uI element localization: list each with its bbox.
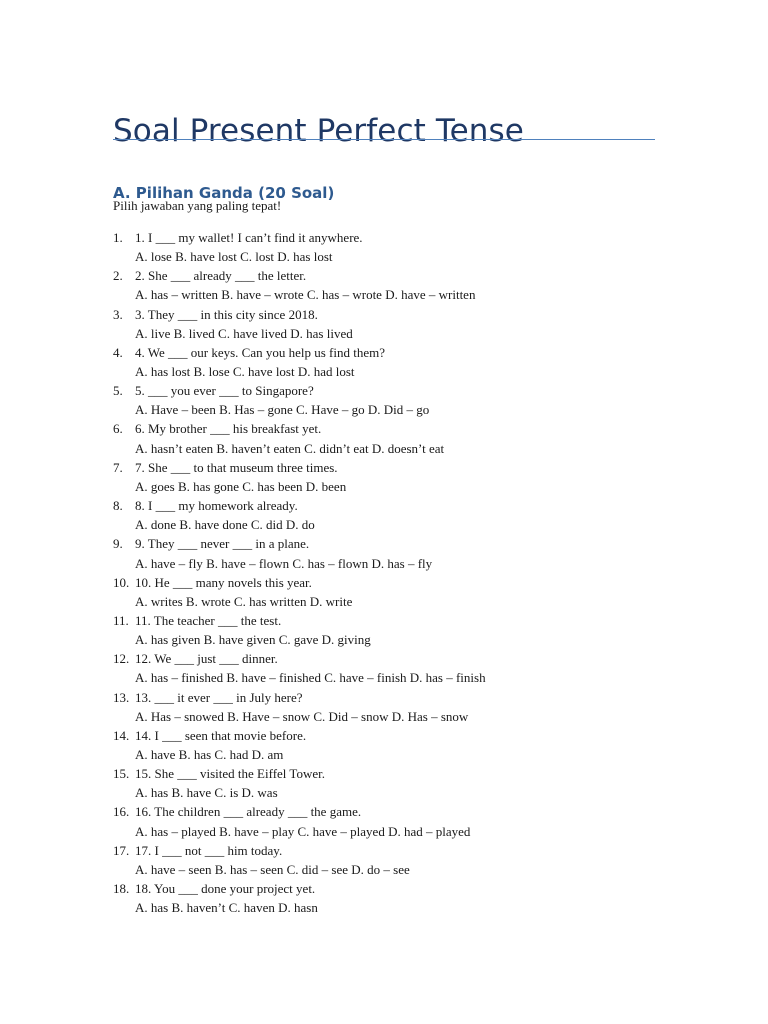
question-number: 2. <box>113 268 123 284</box>
answer-options: A. has – finished B. have – finished C. have – finish D. has – finish <box>135 670 486 686</box>
answer-options: A. done B. have done C. did D. do <box>135 517 315 533</box>
answer-options: A. has – played B. have – play C. have – played D. had – played <box>135 823 471 839</box>
question-number: 16. <box>113 804 130 820</box>
answer-options: A. has B. have C. is D. was <box>135 785 278 801</box>
answer-options: A. Has – snowed B. Have – snow C. Did – snow D. Has – snow <box>135 708 469 724</box>
question-number: 8. <box>113 498 123 514</box>
question-item <box>113 841 673 879</box>
answer-options: A. hasn’t eaten B. haven’t eaten C. didn’t eat D. doesn’t eat <box>135 440 445 456</box>
question-row <box>113 879 673 898</box>
question-list <box>113 228 673 917</box>
question-row <box>113 649 673 668</box>
question-text: 11. The teacher ___ the test. <box>135 612 282 628</box>
question-row <box>113 802 673 821</box>
answer-options: A. has given B. have given C. gave D. giving <box>135 632 371 648</box>
question-number: 3. <box>113 306 123 322</box>
question-number: 4. <box>113 344 123 360</box>
question-text: 13. ___ it ever ___ in July here? <box>135 689 303 705</box>
question-number: 13. <box>113 689 130 705</box>
question-number: 18. <box>113 881 130 897</box>
question-item <box>113 764 673 802</box>
question-item <box>113 458 673 496</box>
question-text: 15. She ___ visited the Eiffel Tower. <box>135 766 325 782</box>
question-row <box>113 611 673 630</box>
question-number: 12. <box>113 651 130 667</box>
question-number: 10. <box>113 574 130 590</box>
question-text: 1. I ___ my wallet! I can’t find it anywhere. <box>135 230 363 245</box>
question-row <box>113 305 673 324</box>
section-instruction: Pilih jawaban yang paling tepat! <box>113 198 282 213</box>
question-row <box>113 228 673 247</box>
answer-options: A. have B. has C. had D. am <box>135 747 284 763</box>
question-number: 17. <box>113 842 130 858</box>
question-text: 3. They ___ in this city since 2018. <box>135 306 318 322</box>
answer-options: A. lose B. have lost C. lost D. has lost <box>135 249 333 265</box>
question-row <box>113 419 673 438</box>
answer-options: A. has B. haven’t C. haven D. hasn <box>135 900 318 916</box>
question-item <box>113 266 673 304</box>
question-item <box>113 381 673 419</box>
question-text: 2. She ___ already ___ the letter. <box>135 268 307 284</box>
question-item <box>113 305 673 343</box>
question-row <box>113 688 673 707</box>
question-item <box>113 343 673 381</box>
question-item <box>113 228 673 266</box>
answer-options: A. live B. lived C. have lived D. has lived <box>135 325 353 341</box>
question-item <box>113 496 673 534</box>
question-number: 14. <box>113 727 130 743</box>
question-row <box>113 726 673 745</box>
question-text: 4. We ___ our keys. Can you help us find them? <box>135 344 386 360</box>
question-number: 6. <box>113 421 123 437</box>
question-row <box>113 841 673 860</box>
question-text: 14. I ___ seen that movie before. <box>135 727 307 743</box>
question-text: 10. He ___ many novels this year. <box>135 574 312 590</box>
question-text: 7. She ___ to that museum three times. <box>135 459 338 475</box>
question-text: 17. I ___ not ___ him today. <box>135 842 283 858</box>
question-text: 5. ___ you ever ___ to Singapore? <box>135 383 314 399</box>
question-item <box>113 649 673 687</box>
title-underline <box>113 139 655 140</box>
question-text: 16. The children ___ already ___ the game. <box>135 804 362 820</box>
question-item <box>113 573 673 611</box>
question-row <box>113 496 673 515</box>
question-row <box>113 343 673 362</box>
question-row <box>113 458 673 477</box>
question-item <box>113 726 673 764</box>
answer-options: A. have – seen B. has – seen C. did – see D. do – see <box>135 861 410 877</box>
question-item <box>113 879 673 917</box>
answer-options: A. has – written B. have – wrote C. has – wrote D. have – written <box>135 287 476 303</box>
question-item <box>113 419 673 457</box>
question-number: 5. <box>113 383 123 399</box>
answer-options: A. has lost B. lose C. have lost D. had lost <box>135 364 355 380</box>
answer-options: A. writes B. wrote C. has written D. write <box>135 593 353 609</box>
answer-options: A. have – fly B. have – flown C. has – flown D. has – fly <box>135 555 433 571</box>
question-number: 11. <box>113 612 129 628</box>
question-number: 15. <box>113 766 130 782</box>
question-item <box>113 688 673 726</box>
question-text: 18. You ___ done your project yet. <box>135 881 316 897</box>
question-text: 8. I ___ my homework already. <box>135 498 298 514</box>
question-number: 1. <box>113 230 123 245</box>
answer-options: A. Have – been B. Has – gone C. Have – go D. Did – go <box>135 402 430 418</box>
question-item <box>113 534 673 572</box>
answer-options: A. goes B. has gone C. has been D. been <box>135 478 347 494</box>
question-item <box>113 802 673 840</box>
question-text: 12. We ___ just ___ dinner. <box>135 651 278 667</box>
question-row <box>113 573 673 592</box>
question-text: 6. My brother ___ his breakfast yet. <box>135 421 322 437</box>
question-number: 9. <box>113 536 123 552</box>
question-text: 9. They ___ never ___ in a plane. <box>135 536 310 552</box>
question-row <box>113 266 673 285</box>
question-number: 7. <box>113 459 123 475</box>
page-title: Soal Present Perfect Tense <box>113 112 524 149</box>
section-heading: A. Pilihan Ganda (20 Soal) <box>113 184 335 203</box>
question-row <box>113 764 673 783</box>
question-item <box>113 611 673 649</box>
question-row <box>113 381 673 400</box>
question-row <box>113 534 673 553</box>
